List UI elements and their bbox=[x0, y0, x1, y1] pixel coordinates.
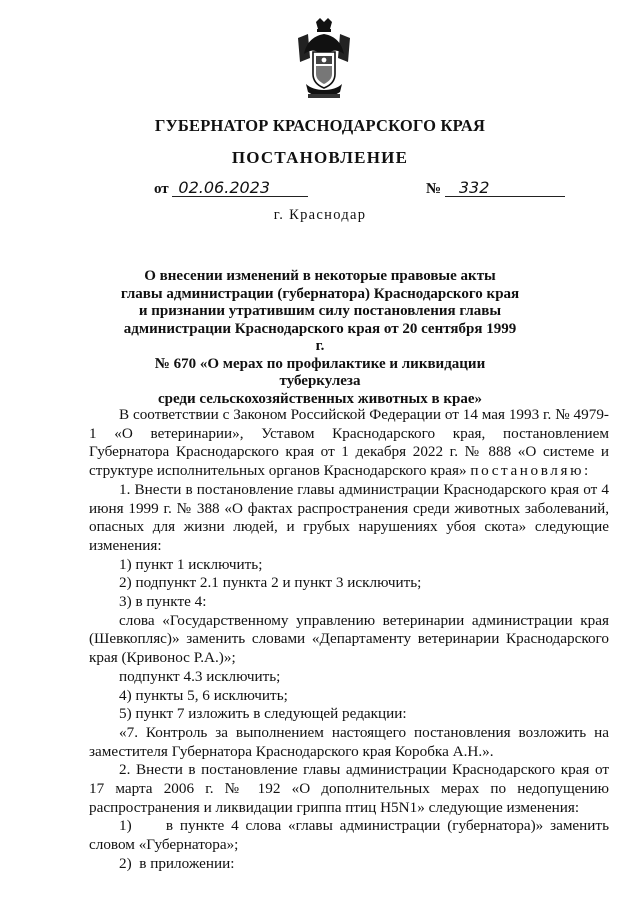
paragraph-2-item-2: 2) в приложении: bbox=[119, 854, 235, 872]
title-line: О внесении изменений в некоторые правовые акты bbox=[144, 268, 496, 284]
paragraph-1: 1. Внести в постановление главы администрации Краснодарского края от 4 июня 1999 г. № 388 «О фактах распространения среди животных заболеваний, опасных для жизни людей, и грубых нарушениях убоя скота» следующие изменения: bbox=[89, 480, 609, 554]
document-body bbox=[89, 406, 613, 874]
resolve-word: постановляю: bbox=[470, 462, 591, 480]
coat-of-arms-emblem bbox=[294, 18, 354, 100]
date-prefix: от bbox=[154, 181, 169, 197]
paragraph-1-item-3a: слова «Государственному управлению ветеринарии администрации края (Шевкопляс)» заменить словами «Департаменту ветеринарии Краснодарского края (Кривонос Р.А.)»; bbox=[89, 611, 609, 667]
paragraph-1-item-3b: подпункт 4.3 исключить; bbox=[119, 667, 281, 685]
paragraph-1-item-3: 3) в пункте 4: bbox=[119, 593, 207, 611]
date-line bbox=[154, 180, 308, 198]
paragraph-1-item-2: 2) подпункт 2.1 пункта 2 и пункт 3 исключить; bbox=[119, 574, 422, 592]
city: г. Краснодар bbox=[273, 207, 367, 223]
issuing-authority: ГУБЕРНАТОР КРАСНОДАРСКОГО КРАЯ bbox=[154, 116, 486, 135]
title-line: среди сельскохозяйственных животных в крае» bbox=[157, 390, 483, 407]
paragraph-1-item-5a: «7. Контроль за выполнением настоящего постановления возложить на заместителя Губернатора Краснодарского края Коробка А.Н.». bbox=[89, 723, 609, 760]
intro-paragraph: В соответствии с Законом Российской Федерации от 14 мая 1993 г. № 4979-1 «О ветеринарии», Уставом Краснодарского края, постановлением Губернатора Краснодарского края от 1 декабря 2022 г. № 888 «О системе и структуре исполнительных органов Краснодарского края» постановляю: bbox=[89, 406, 609, 480]
title-line: № 670 «О мерах по профилактике и ликвидации туберкулеза bbox=[154, 355, 486, 389]
title-line: главы администрации (губернатора) Краснодарского края bbox=[120, 285, 520, 302]
document-type: ПОСТАНОВЛЕНИЕ bbox=[231, 148, 409, 167]
document-number: 332 bbox=[445, 180, 565, 197]
paragraph-2-item-1: 1) в пункте 4 слова «главы администрации (губернатора)» заменить словом «Губернатора»; bbox=[89, 817, 613, 854]
number-prefix: № bbox=[426, 181, 442, 197]
paragraph-2: 2. Внести в постановление главы администрации Краснодарского края от 17 марта 2006 г. № 192 «О дополнительных мерах по недопущению распространения и ликвидации гриппа птиц H5N1» следующие изменения: bbox=[89, 761, 609, 816]
number-line bbox=[426, 180, 565, 198]
paragraph-1-item-4: 4) пункты 5, 6 исключить; bbox=[119, 686, 288, 704]
document-title bbox=[120, 268, 520, 408]
paragraph-1-item-1: 1) пункт 1 исключить; bbox=[119, 555, 263, 573]
paragraph-1-item-5: 5) пункт 7 изложить в следующей редакции: bbox=[119, 705, 407, 723]
document-date: 02.06.2023 bbox=[172, 180, 308, 197]
title-line: администрации Краснодарского края от 20 сентября 1999 г. bbox=[123, 320, 517, 354]
title-line: и признании утратившим силу постановления главы bbox=[138, 303, 502, 319]
